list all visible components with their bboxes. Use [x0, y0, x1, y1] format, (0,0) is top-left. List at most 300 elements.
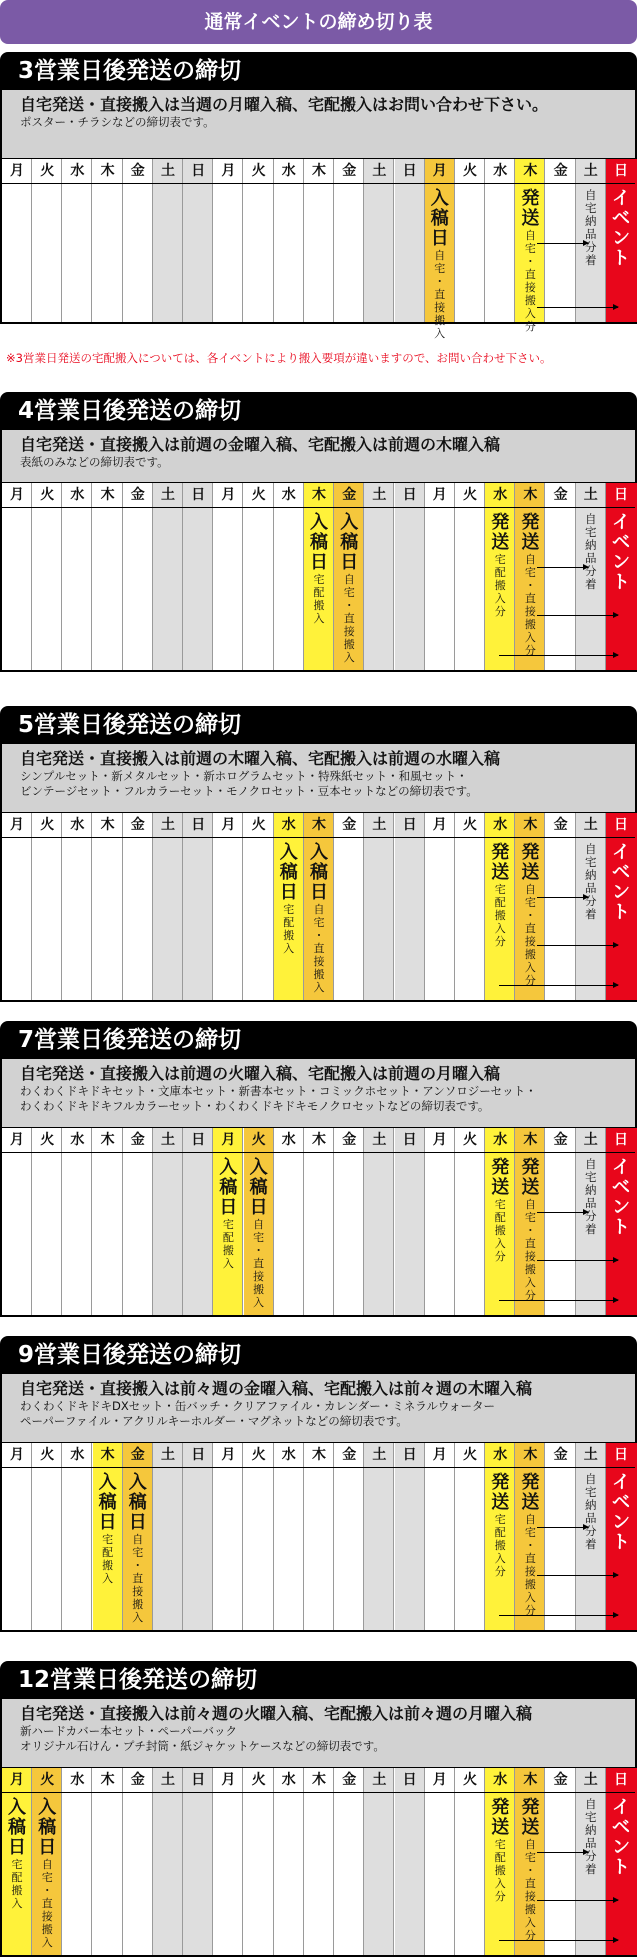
shipping-day-label: 発 送 宅 配 搬 入 分: [491, 1472, 510, 1578]
day-label: 月: [10, 1132, 24, 1148]
section-description: [0, 1059, 637, 1127]
day-column: [244, 1768, 274, 1955]
day-label: 火: [463, 487, 477, 503]
home-delivery-arrival-label: 自 宅 納 品 分 着: [585, 1472, 597, 1551]
day-label: 金: [342, 1447, 357, 1463]
product-list: オリジナル石けん・プチ封筒・紙ジャケットケースなどの締切表です。: [20, 1739, 385, 1753]
day-label: 金: [342, 1772, 357, 1788]
deadline-rule: 自宅発送・直接搬入は前々週の金曜入稿、宅配搬入は前々週の木曜入稿: [20, 1379, 533, 1398]
day-label: 木: [100, 1772, 115, 1788]
day-label: 金: [553, 487, 568, 503]
day-label: 木: [312, 1447, 326, 1463]
calendar-grid: [0, 158, 637, 340]
day-label: 日: [191, 1132, 206, 1148]
day-column: [213, 1768, 243, 1955]
day-label: 木: [100, 487, 115, 503]
day-column: [425, 1128, 455, 1315]
section-description: [0, 1699, 637, 1767]
day-column: [395, 483, 425, 670]
submission-day-label: 入 稿 日 自 宅 ・ 直 接 搬 入: [38, 1797, 57, 1949]
day-column: [455, 483, 485, 670]
day-label: 日: [614, 1772, 628, 1788]
day-label: 火: [40, 1772, 55, 1788]
event-day-label: イ ベ ン ト: [612, 1472, 630, 1553]
day-label: 土: [161, 163, 175, 179]
day-label: 火: [251, 1447, 266, 1463]
day-label: 金: [342, 163, 357, 179]
day-label: 木: [312, 1132, 326, 1148]
day-column: [425, 1768, 455, 1955]
day-label: 金: [553, 817, 568, 833]
day-label: 火: [463, 1772, 477, 1788]
day-label: 水: [281, 163, 296, 179]
arrow-icon: [537, 897, 587, 898]
day-header-row: [2, 813, 635, 838]
day-label: 金: [130, 1132, 145, 1148]
day-label: 日: [614, 1447, 628, 1463]
arrow-icon: [499, 1940, 618, 1941]
arrow-icon: [537, 1852, 587, 1853]
day-label: 火: [40, 1132, 55, 1148]
day-column: [32, 483, 62, 670]
calendar-grid: [0, 812, 637, 1002]
day-column: [546, 1128, 576, 1315]
day-label: 土: [583, 1447, 598, 1463]
day-label: 水: [493, 163, 508, 179]
day-header-row: [2, 483, 635, 508]
deadline-rule: 自宅発送・直接搬入は当週の月曜入稿、宅配搬入はお問い合わせ下さい。: [20, 95, 549, 114]
day-column: [183, 813, 213, 1000]
day-label: 月: [432, 1772, 447, 1788]
day-label: 木: [312, 163, 326, 179]
day-column: [183, 1768, 213, 1955]
day-label: 水: [281, 1772, 296, 1788]
day-column: [425, 813, 455, 1000]
day-label: 土: [583, 1132, 598, 1148]
product-list: わくわくドキドキDXセット・缶バッチ・クリアファイル・カレンダー・ミネラルウォーター: [20, 1399, 495, 1413]
day-column: [32, 813, 62, 1000]
day-column: [455, 1768, 485, 1955]
day-label: 金: [342, 817, 357, 833]
day-label: 月: [10, 1447, 24, 1463]
day-column: [62, 1443, 92, 1630]
day-column: [123, 483, 153, 670]
shipping-day-label: 発 送 宅 配 搬 入 分: [491, 842, 510, 948]
day-label: 火: [251, 1132, 266, 1148]
home-delivery-arrival-label: 自 宅 納 品 分 着: [585, 512, 597, 591]
day-label: 木: [523, 817, 538, 833]
day-label: 日: [191, 817, 206, 833]
arrow-icon: [537, 1527, 587, 1528]
day-label: 木: [100, 163, 115, 179]
day-column: [274, 1443, 304, 1630]
day-column: [93, 1128, 123, 1315]
day-label: 金: [130, 817, 145, 833]
day-column: [123, 813, 153, 1000]
arrow-icon: [537, 1575, 618, 1576]
day-label: 木: [312, 817, 326, 833]
arrow-icon: [537, 1900, 618, 1901]
day-column: [244, 1443, 274, 1630]
day-column: [395, 1443, 425, 1630]
day-column: [455, 1443, 485, 1630]
day-column: [425, 483, 455, 670]
event-day-label: イ ベ ン ト: [612, 1157, 630, 1238]
shipping-day-label: 発 送 宅 配 搬 入 分: [491, 512, 510, 618]
submission-day-label: 入 稿 日 自 宅 ・ 直 接 搬 入: [430, 188, 449, 340]
day-column: [304, 1128, 334, 1315]
day-label: 土: [372, 1447, 387, 1463]
day-label: 月: [10, 817, 24, 833]
day-column: [2, 1443, 32, 1630]
day-label: 火: [463, 1447, 477, 1463]
shipping-day-label: 発 送 自 宅 ・ 直 接 搬 入 分: [521, 512, 540, 657]
day-column: [274, 1768, 304, 1955]
day-label: 土: [372, 817, 387, 833]
schedule-section: [0, 1661, 637, 1949]
day-column: [364, 1443, 394, 1630]
product-list: ペーパーファイル・アクリルキーホルダー・マグネットなどの締切表です。: [20, 1414, 408, 1428]
day-label: 木: [523, 1447, 538, 1463]
day-label: 金: [130, 487, 145, 503]
day-label: 金: [342, 1132, 357, 1148]
day-label: 土: [372, 487, 387, 503]
arrow-icon: [537, 243, 587, 244]
submission-day-label: 入 稿 日 自 宅 ・ 直 接 搬 入: [249, 1157, 268, 1309]
day-label: 日: [614, 817, 628, 833]
day-label: 月: [432, 163, 447, 179]
day-column: [123, 1128, 153, 1315]
day-label: 土: [161, 1772, 175, 1788]
arrow-icon: [537, 307, 618, 308]
home-delivery-arrival-label: 自 宅 納 品 分 着: [585, 1797, 597, 1876]
day-label: 火: [251, 163, 266, 179]
day-label: 日: [402, 817, 417, 833]
day-column: [62, 483, 92, 670]
day-label: 金: [130, 1772, 145, 1788]
day-label: 月: [10, 487, 24, 503]
day-label: 火: [40, 487, 55, 503]
day-label: 日: [402, 1132, 417, 1148]
day-column: [304, 1443, 334, 1630]
submission-day-label: 入 稿 日 宅 配 搬 入: [310, 512, 328, 625]
day-column: [32, 1443, 62, 1630]
section-description: [0, 1374, 637, 1442]
day-label: 日: [402, 1772, 417, 1788]
day-column: [244, 813, 274, 1000]
section-title: 12営業日後発送の締切: [0, 1661, 637, 1699]
arrow-icon: [537, 1212, 587, 1213]
day-column: [213, 813, 243, 1000]
submission-day-label: 入 稿 日 宅 配 搬 入: [8, 1797, 26, 1910]
arrow-icon: [499, 1300, 618, 1301]
day-label: 月: [221, 1447, 236, 1463]
day-label: 火: [463, 1132, 477, 1148]
deadline-rule: 自宅発送・直接搬入は前々週の火曜入稿、宅配搬入は前々週の月曜入稿: [20, 1704, 533, 1723]
day-label: 水: [493, 487, 508, 503]
day-column: [546, 483, 576, 670]
arrow-icon: [499, 985, 618, 986]
arrow-icon: [537, 615, 618, 616]
day-label: 土: [372, 1132, 387, 1148]
day-column: [455, 813, 485, 1000]
day-label: 土: [161, 817, 175, 833]
day-column: [93, 1768, 123, 1955]
day-label: 水: [70, 163, 85, 179]
arrow-icon: [499, 1615, 618, 1616]
submission-day-label: 入 稿 日 自 宅 ・ 直 接 搬 入: [340, 512, 359, 664]
day-label: 水: [281, 817, 296, 833]
day-label: 木: [523, 163, 538, 179]
day-label: 水: [493, 1132, 508, 1148]
product-list: わくわくドキドキセット・文庫本セット・新書本セット・コミックホセット・アンソロジーセット・: [20, 1084, 537, 1098]
day-label: 日: [191, 163, 206, 179]
home-delivery-arrival-label: 自 宅 納 品 分 着: [585, 188, 597, 267]
day-column: [274, 1128, 304, 1315]
day-label: 木: [523, 487, 538, 503]
section-description: [0, 744, 637, 812]
day-label: 木: [312, 487, 326, 503]
arrow-icon: [537, 567, 587, 568]
day-label: 火: [40, 817, 55, 833]
day-column: [62, 1128, 92, 1315]
day-label: 土: [372, 163, 387, 179]
day-label: 月: [432, 817, 447, 833]
day-label: 日: [614, 487, 628, 503]
deadline-rule: 自宅発送・直接搬入は前週の火曜入稿、宅配搬入は前週の月曜入稿: [20, 1064, 501, 1083]
arrow-icon: [499, 655, 618, 656]
calendar-grid: [0, 1127, 637, 1317]
day-label: 土: [372, 1772, 387, 1788]
day-label: 水: [70, 1447, 85, 1463]
day-column: [334, 1128, 364, 1315]
shipping-day-label: 発 送 自 宅 ・ 直 接 搬 入 分: [521, 1157, 540, 1302]
shipping-day-label: 発 送 宅 配 搬 入 分: [491, 1157, 510, 1263]
day-label: 金: [553, 1772, 568, 1788]
day-column: [183, 1128, 213, 1315]
day-column: [455, 1128, 485, 1315]
submission-day-label: 入 稿 日 宅 配 搬 入: [98, 1472, 117, 1585]
arrow-icon: [537, 945, 618, 946]
day-column: [213, 483, 243, 670]
day-label: 日: [614, 163, 628, 179]
submission-day-label: 入 稿 日 宅 配 搬 入: [279, 842, 298, 955]
day-label: 月: [10, 1772, 24, 1788]
deadline-rule: 自宅発送・直接搬入は前週の金曜入稿、宅配搬入は前週の木曜入稿: [20, 435, 501, 454]
section-description: [0, 430, 637, 482]
day-label: 日: [191, 487, 206, 503]
day-column: [334, 1443, 364, 1630]
day-label: 月: [221, 1132, 236, 1148]
page-title: 通常イベントの締め切り表: [0, 0, 637, 44]
day-column: [2, 813, 32, 1000]
day-label: 月: [221, 817, 236, 833]
day-label: 水: [70, 817, 85, 833]
calendar-grid: [0, 482, 637, 672]
day-header-row: [2, 1128, 635, 1153]
section-title: 7営業日後発送の締切: [0, 1021, 637, 1059]
day-column: [213, 1443, 243, 1630]
event-day-label: イ ベ ン ト: [612, 188, 630, 269]
event-day-label: イ ベ ン ト: [612, 842, 630, 923]
product-list: ポスター・チラシなどの締切表です。: [20, 115, 215, 129]
day-label: 月: [221, 163, 236, 179]
calendar-grid: [0, 1442, 637, 1632]
day-label: 火: [40, 163, 55, 179]
day-column: [546, 1768, 576, 1955]
day-label: 火: [251, 487, 266, 503]
day-column: [395, 813, 425, 1000]
day-label: 火: [251, 1772, 266, 1788]
day-label: 月: [432, 1447, 447, 1463]
product-list: 表紙のみなどの締切表です。: [20, 455, 169, 469]
day-label: 金: [130, 163, 145, 179]
day-label: 土: [583, 163, 598, 179]
day-column: [62, 813, 92, 1000]
day-label: 水: [281, 1447, 296, 1463]
day-column: [395, 1768, 425, 1955]
day-column: [183, 483, 213, 670]
day-label: 土: [161, 487, 175, 503]
day-label: 月: [221, 487, 236, 503]
section-title: 9営業日後発送の締切: [0, 1336, 637, 1374]
day-label: 木: [100, 1447, 115, 1463]
shipping-day-label: 発 送 自 宅 ・ 直 接 搬 入 分: [521, 842, 540, 987]
day-label: 水: [70, 1132, 85, 1148]
day-label: 日: [614, 1132, 628, 1148]
product-list: わくわくドキドキフルカラーセット・わくわくドキドキモノクロセットなどの締切表です。: [20, 1099, 490, 1113]
day-column: [364, 1768, 394, 1955]
day-header-row: [2, 1443, 635, 1468]
day-column: [274, 483, 304, 670]
day-label: 木: [523, 1132, 538, 1148]
warning-note: ※3営業日発送の宅配搬入については、各イベントにより搬入要項が違いますので、お問い合わせ下さい。: [6, 351, 552, 365]
day-label: 月: [10, 163, 24, 179]
day-column: [364, 483, 394, 670]
day-label: 月: [221, 1772, 236, 1788]
day-label: 火: [251, 817, 266, 833]
day-label: 火: [463, 163, 477, 179]
day-label: 月: [432, 487, 447, 503]
deadline-rule: 自宅発送・直接搬入は前週の木曜入稿、宅配搬入は前週の水曜入稿: [20, 749, 501, 768]
day-column: [32, 1128, 62, 1315]
day-column: [153, 1443, 183, 1630]
day-label: 日: [402, 1447, 417, 1463]
day-column: [244, 483, 274, 670]
product-list: ビンテージセット・フルカラーセット・モノクロセット・豆本セットなどの締切表です。: [20, 784, 478, 798]
day-label: 金: [342, 487, 357, 503]
shipping-day-label: 発 送 自 宅 ・ 直 接 搬 入 分: [521, 1472, 540, 1617]
schedule-section: [0, 706, 637, 994]
day-label: 水: [281, 487, 296, 503]
schedule-section: [0, 1021, 637, 1309]
day-label: 木: [100, 817, 115, 833]
day-label: 金: [553, 1132, 568, 1148]
day-column: [153, 1128, 183, 1315]
schedule-section: [0, 52, 637, 340]
submission-day-label: 入 稿 日 自 宅 ・ 直 接 搬 入: [128, 1472, 147, 1624]
day-column: [153, 483, 183, 670]
day-column: [364, 1128, 394, 1315]
calendar-grid: [0, 1767, 637, 1957]
day-label: 火: [463, 817, 477, 833]
home-delivery-arrival-label: 自 宅 納 品 分 着: [585, 1157, 597, 1236]
day-column: [2, 483, 32, 670]
day-label: 木: [523, 1772, 538, 1788]
submission-day-label: 入 稿 日 自 宅 ・ 直 接 搬 入: [310, 842, 328, 994]
home-delivery-arrival-label: 自 宅 納 品 分 着: [585, 842, 597, 921]
day-column: [93, 813, 123, 1000]
event-day-label: イ ベ ン ト: [612, 1797, 630, 1878]
product-list: 新ハードカバー本セット・ペーパーバック: [20, 1724, 238, 1738]
day-column: [546, 813, 576, 1000]
day-label: 金: [553, 1447, 568, 1463]
day-column: [334, 813, 364, 1000]
day-label: 日: [402, 487, 417, 503]
day-label: 土: [583, 817, 598, 833]
day-label: 日: [402, 163, 417, 179]
day-column: [395, 1128, 425, 1315]
day-label: 月: [432, 1132, 447, 1148]
shipping-day-label: 発 送 自 宅 ・ 直 接 搬 入 分: [521, 1797, 540, 1942]
schedule-section: [0, 392, 637, 664]
day-label: 木: [100, 1132, 115, 1148]
day-header-row: [2, 159, 635, 184]
day-header-row: [2, 1768, 635, 1793]
shipping-day-label: 発 送 自 宅 ・ 直 接 搬 入 分: [521, 188, 540, 333]
product-list: シンプルセット・新メタルセット・新ホログラムセット・特殊紙セット・和風セット・: [20, 769, 468, 783]
day-label: 水: [70, 487, 85, 503]
day-column: [62, 1768, 92, 1955]
section-description: [0, 90, 637, 158]
arrow-icon: [537, 1260, 618, 1261]
day-column: [153, 1768, 183, 1955]
day-label: 木: [312, 1772, 326, 1788]
day-label: 土: [161, 1132, 175, 1148]
day-column: [546, 1443, 576, 1630]
day-column: [93, 483, 123, 670]
day-label: 火: [40, 1447, 55, 1463]
day-label: 水: [493, 1447, 508, 1463]
event-day-label: イ ベ ン ト: [612, 512, 630, 593]
day-column: [364, 813, 394, 1000]
day-label: 日: [191, 1772, 206, 1788]
day-label: 水: [493, 1772, 508, 1788]
day-column: [123, 1768, 153, 1955]
day-column: [183, 1443, 213, 1630]
day-column: [304, 1768, 334, 1955]
section-title: 4営業日後発送の締切: [0, 392, 637, 430]
day-column: [153, 813, 183, 1000]
day-column: [2, 1128, 32, 1315]
day-label: 水: [493, 817, 508, 833]
day-label: 水: [70, 1772, 85, 1788]
section-title: 3営業日後発送の締切: [0, 52, 637, 90]
day-column: [425, 1443, 455, 1630]
submission-day-label: 入 稿 日 宅 配 搬 入: [219, 1157, 238, 1270]
schedule-section: [0, 1336, 637, 1624]
shipping-day-label: 発 送 宅 配 搬 入 分: [491, 1797, 510, 1903]
day-label: 日: [191, 1447, 206, 1463]
day-label: 金: [130, 1447, 145, 1463]
day-label: 金: [553, 163, 568, 179]
day-label: 土: [583, 1772, 598, 1788]
day-label: 土: [161, 1447, 175, 1463]
day-label: 土: [583, 487, 598, 503]
day-label: 水: [281, 1132, 296, 1148]
day-column: [334, 1768, 364, 1955]
section-title: 5営業日後発送の締切: [0, 706, 637, 744]
